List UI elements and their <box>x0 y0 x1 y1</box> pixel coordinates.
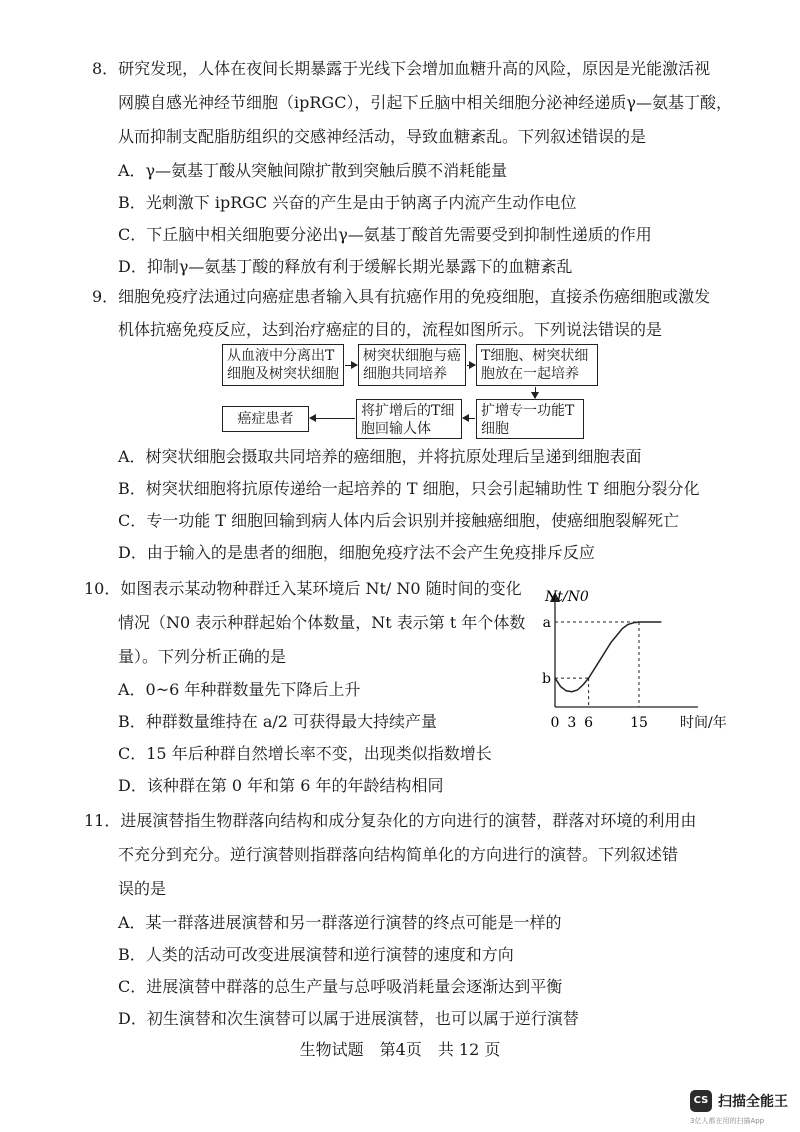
flow-box-expand-t-cells-line-2: 细胞 <box>481 421 509 437</box>
flow-arrow-4 <box>463 418 475 419</box>
flow-box-isolate-cells <box>222 344 344 386</box>
q11-option-c: C．进展演替中群落的总生产量与总呼吸消耗量会逐渐达到平衡 <box>118 977 563 996</box>
q11-option-b: B．人类的活动可改变进展演替和逆行演替的速度和方向 <box>118 945 514 964</box>
q9-option-a: A．树突状细胞会摄取共同培养的癌细胞，并将抗原处理后呈递到细胞表面 <box>118 447 642 466</box>
chart-x-tick-6: 6 <box>584 715 594 731</box>
q8-stem-line-3: 从而抑制支配脂肪组织的交感神经活动，导致血糖紊乱。下列叙述错误的是 <box>118 127 647 146</box>
q9-stem-line-2: 机体抗癌免疫反应，达到治疗癌症的目的，流程如图所示。下列说法错误的是 <box>118 320 663 339</box>
q9-option-b: B．树突状细胞将抗原传递给一起培养的 T 细胞，只会引起辅助性 T 细胞分裂分化 <box>118 479 700 498</box>
flow-box-isolate-cells-line-1: 从血液中分离出T <box>227 348 335 364</box>
q10-stem-line-1: 10．如图表示某动物种群迁入某环境后 Nt/ N0 随时间的变化 <box>84 579 522 598</box>
chart-x-tick-3: 3 <box>567 715 577 731</box>
q10-option-a: A．0~6 年种群数量先下降后上升 <box>118 680 361 699</box>
scanner-logo-icon: CS <box>690 1090 712 1112</box>
flow-arrow-5 <box>310 418 355 419</box>
q10-stem-line-3: 量）。下列分析正确的是 <box>118 647 287 666</box>
q8-option-c: C．下丘脑中相关细胞要分泌出γ—氨基丁酸首先需要受到抑制性递质的作用 <box>118 225 652 244</box>
q10-option-d: D．该种群在第 0 年和第 6 年的年龄结构相同 <box>118 776 444 795</box>
q11-option-a: A．某一群落进展演替和另一群落逆行演替的终点可能是一样的 <box>118 913 562 932</box>
flow-box-coculture-t-cells-line-1: T细胞、树突状细 <box>481 348 589 364</box>
flow-box-reinfuse <box>356 399 462 439</box>
q11-stem-line-3: 误的是 <box>118 879 167 898</box>
flow-box-isolate-cells-line-2: 细胞及树突状细胞 <box>227 366 339 382</box>
flow-box-coculture-cancer-line-2: 细胞共同培养 <box>363 366 447 382</box>
flow-box-coculture-t-cells <box>476 344 598 386</box>
chart-ylabel: Nt/N0 <box>545 589 589 605</box>
flow-box-expand-t-cells-line-1: 扩增专一功能T <box>481 403 575 419</box>
chart-series-line <box>555 622 661 692</box>
q8-stem-line-2: 网膜自感光神经节细胞（ipRGC），引起下丘脑中相关细胞分泌神经递质γ—氨基丁酸， <box>118 93 732 112</box>
chart-y-tick-a: a <box>542 615 551 631</box>
q10-stem-line-2: 情况（N0 表示种群起始个体数量，Nt 表示第 t 年个体数 <box>118 613 526 632</box>
flow-box-coculture-t-cells-line-2: 胞放在一起培养 <box>481 366 579 382</box>
flow-arrow-3 <box>535 387 536 398</box>
flow-arrow-2 <box>467 365 475 366</box>
q10-option-c: C．15 年后种群自然增长率不变，出现类似指数增长 <box>118 744 492 763</box>
chart-y-tick-labels <box>542 615 551 687</box>
flow-box-coculture-cancer-line-1: 树突状细胞与癌 <box>363 348 461 364</box>
flow-box-coculture-cancer <box>358 344 466 386</box>
q8-option-a: A．γ—氨基丁酸从突触间隙扩散到突触后膜不消耗能量 <box>118 161 508 180</box>
chart-x-tick-15: 15 <box>630 715 648 731</box>
flow-box-reinfuse-line-1: 将扩增后的T细 <box>361 403 455 419</box>
q8-option-d: D．抑制γ—氨基丁酸的释放有利于缓解长期光暴露下的血糖紊乱 <box>118 257 573 276</box>
flow-box-reinfuse-line-2: 胞回输人体 <box>361 421 431 437</box>
q10-population-chart <box>530 585 750 735</box>
chart-y-tick-b: b <box>542 671 551 688</box>
scanner-app-name: 扫描全能王 <box>718 1094 788 1110</box>
chart-xlabel: 时间/年 <box>680 715 727 731</box>
chart-x-tick-labels <box>551 715 648 731</box>
page-footer: 生物试题 第4页 共 12 页 <box>299 1040 501 1059</box>
chart-x-tick-0: 0 <box>550 715 560 731</box>
q11-stem-line-1: 11．进展演替指生物群落向结构和成分复杂化的方向进行的演替，群落对环境的利用由 <box>84 811 697 830</box>
q9-stem-line-1: 9．细胞免疫疗法通过向癌症患者输入具有抗癌作用的免疫细胞，直接杀伤癌细胞或激发 <box>92 287 711 306</box>
q9-option-c: C．专一功能 T 细胞回输到病人体内后会识别并接触癌细胞，使癌细胞裂解死亡 <box>118 511 680 530</box>
scanner-tagline: 3亿人都在用的扫描App <box>690 1117 765 1125</box>
q8-stem-line-1: 8．研究发现，人体在夜间长期暴露于光线下会增加血糖升高的风险，原因是光能激活视 <box>92 59 711 78</box>
q9-option-d: D．由于输入的是患者的细胞，细胞免疫疗法不会产生免疫排斥反应 <box>118 543 595 562</box>
q10-option-b: B．种群数量维持在 a/2 可获得最大持续产量 <box>118 712 438 731</box>
flow-box-patient-label: 癌症患者 <box>237 411 294 427</box>
flow-arrow-1 <box>345 365 357 366</box>
q11-stem-line-2: 不充分到充分。逆行演替则指群落向结构简单化的方向进行的演替。下列叙述错 <box>118 845 679 864</box>
flow-box-patient <box>222 406 309 432</box>
q8-option-b: B．光刺激下 ipRGC 兴奋的产生是由于钠离子内流产生动作电位 <box>118 193 577 212</box>
flow-box-expand-t-cells <box>476 399 584 439</box>
q11-option-d: D．初生演替和次生演替可以属于进展演替，也可以属于逆行演替 <box>118 1009 579 1028</box>
